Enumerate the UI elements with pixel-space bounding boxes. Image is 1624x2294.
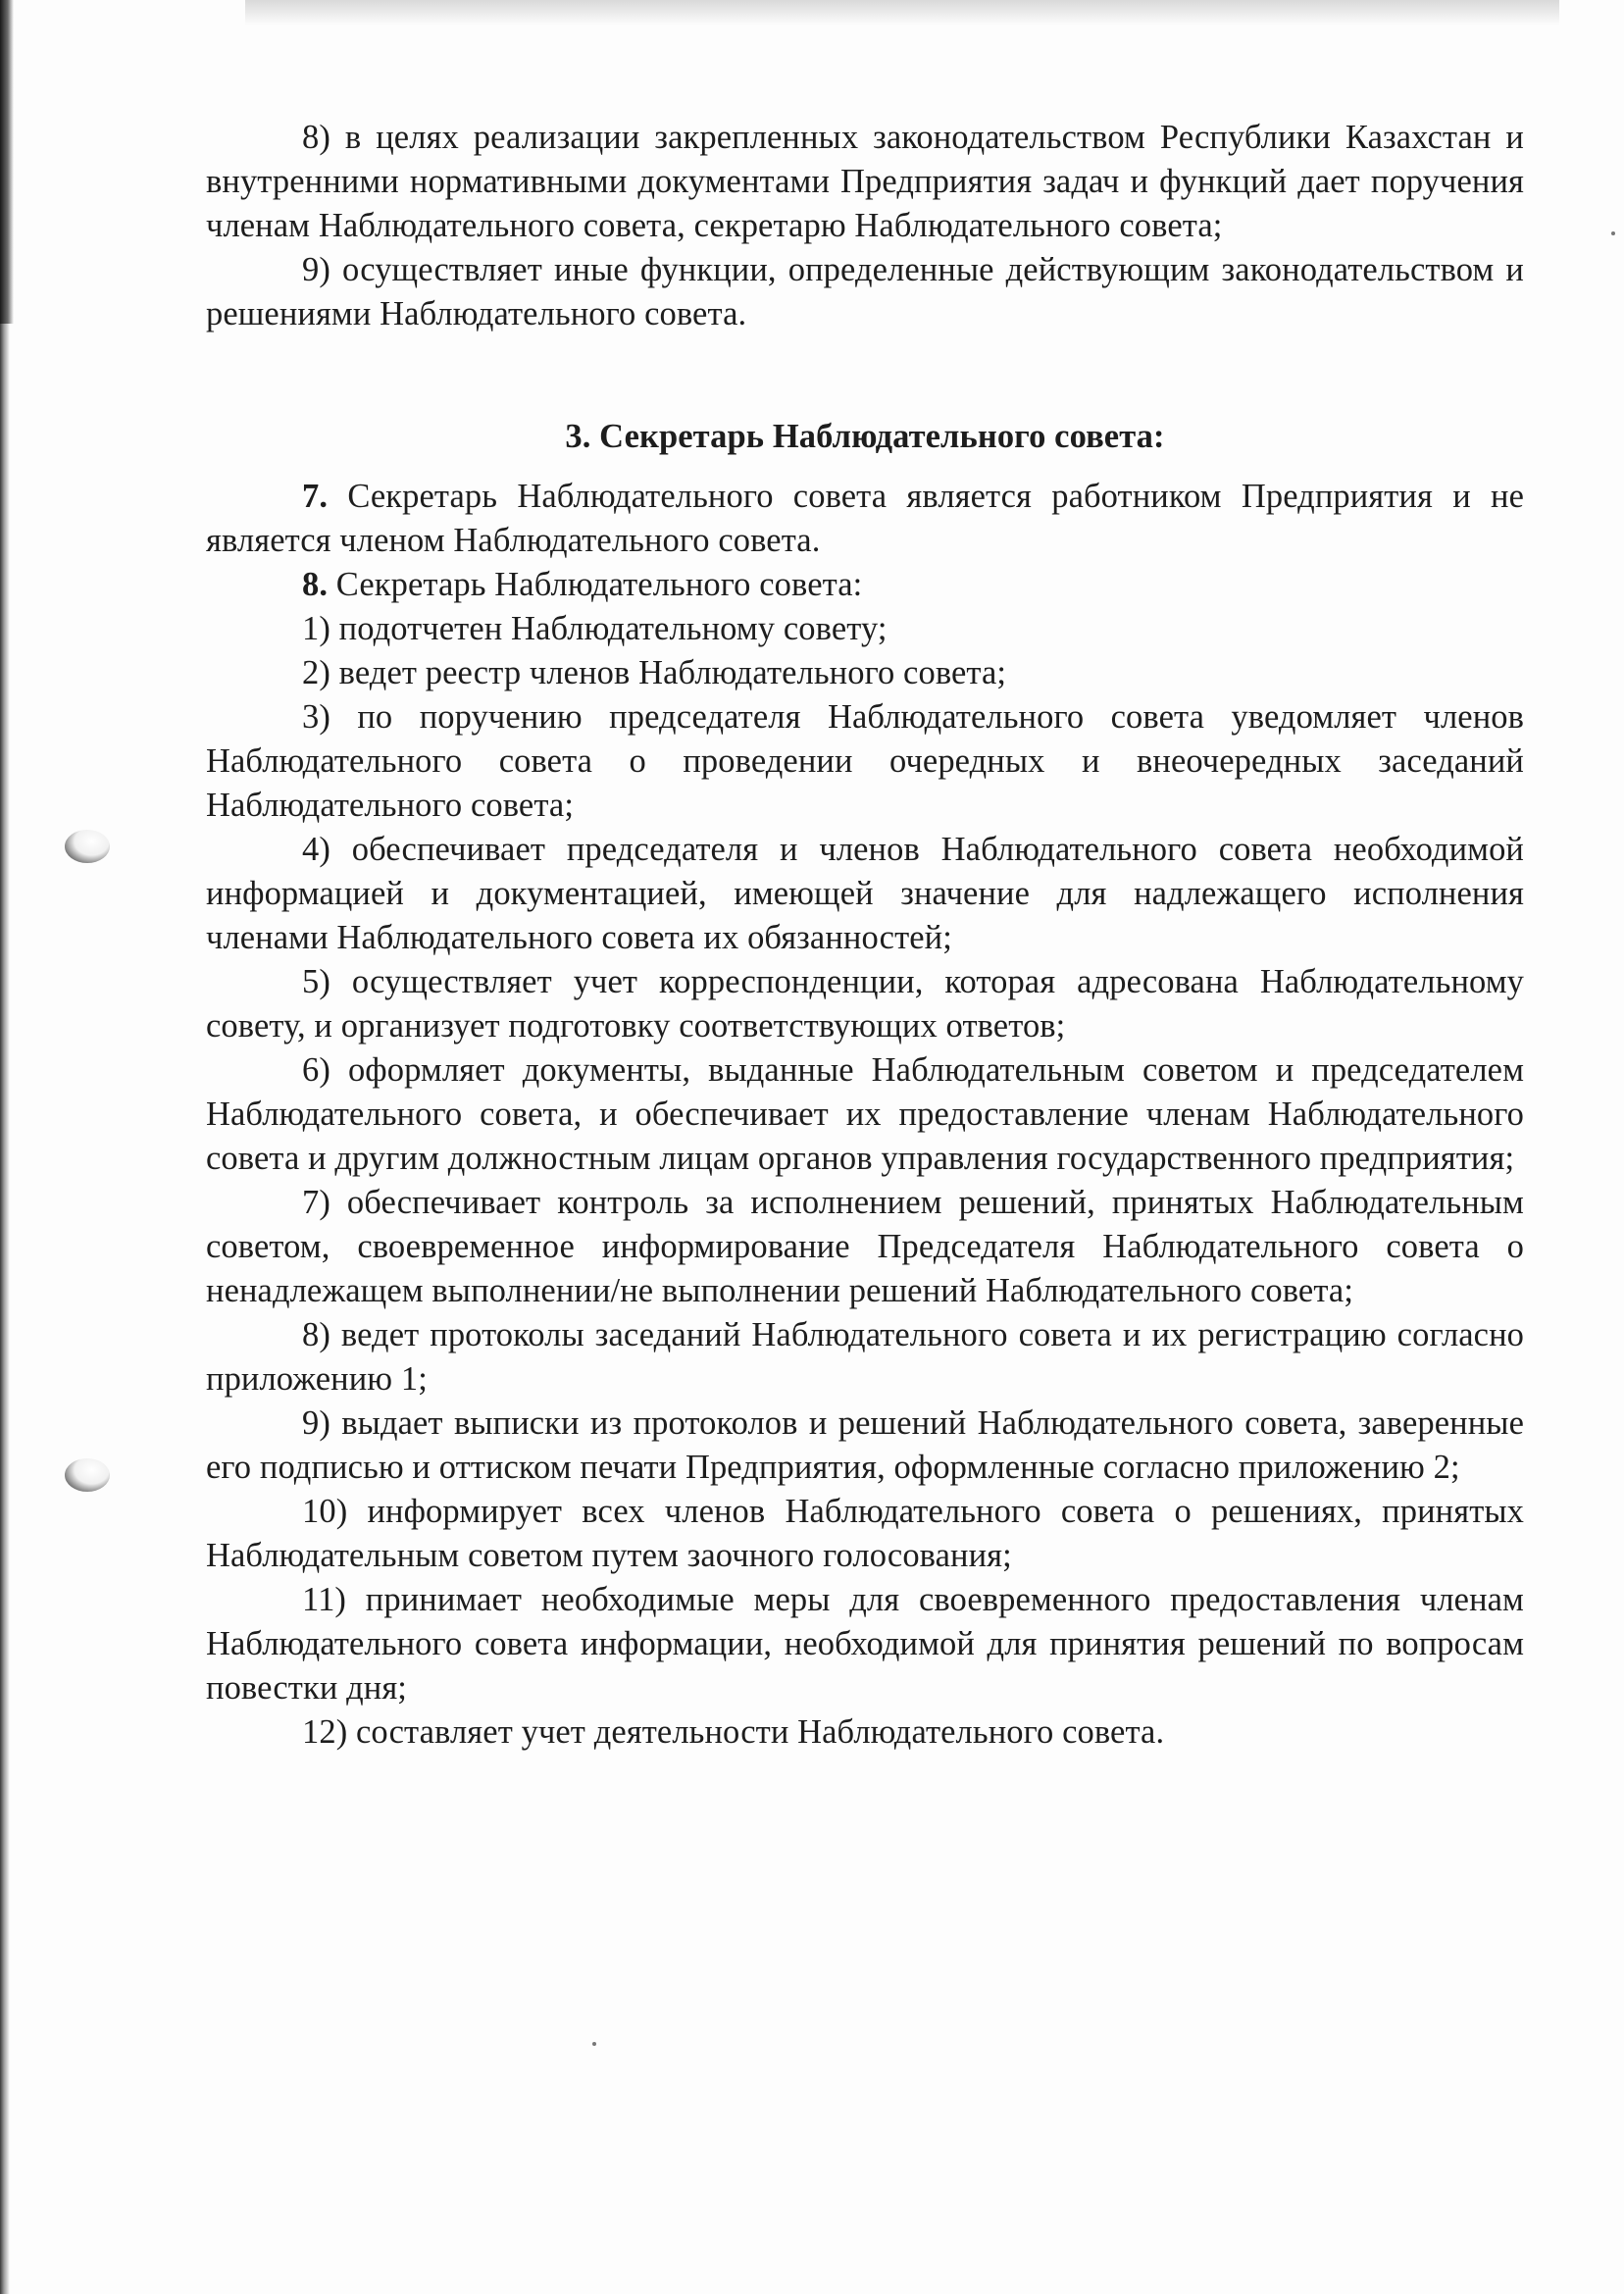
list-item: 6) оформляет документы, выданные Наблюдательным советом и председателем Наблюдательного совета, и обеспечивает их предоставление членам Наблюдательного совета и другим должностным лицам органов управления государственного предприятия; xyxy=(206,1051,1524,1177)
clause-number: 7. xyxy=(302,478,329,515)
list-item: 2) ведет реестр членов Наблюдательного совета; xyxy=(302,654,1007,691)
list-item: 3) по поручению председателя Наблюдательного совета уведомляет членов Наблюдательного совета о проведении очередных и внеочередных заседаний Наблюдательного совета; xyxy=(206,698,1524,824)
punch-hole-icon xyxy=(65,830,110,863)
clause-text: Секретарь Наблюдательного совета является работником Предприятия и не является членом Наблюдательного совета. xyxy=(206,478,1524,559)
list-item: 1) подотчетен Наблюдательному совету; xyxy=(302,610,888,647)
scan-speck xyxy=(1611,231,1615,235)
scan-left-edge xyxy=(0,0,10,2294)
list-item: 11) принимает необходимые меры для своевременного предоставления членам Наблюдательного совета информации, необходимой для принятия решений по вопросам повестки дня; xyxy=(206,1581,1524,1707)
clause-8 xyxy=(206,563,1524,607)
section-heading: 3. Секретарь Наблюдательного совета: xyxy=(565,418,1165,455)
clause-7 xyxy=(206,475,1524,563)
list-item: 9) выдает выписки из протоколов и решений Наблюдательного совета, заверенные его подписью и оттиском печати Предприятия, оформленные согласно приложению 2; xyxy=(206,1404,1524,1486)
list-item: 5) осуществляет учет корреспонденции, которая адресована Наблюдательному совету, и организует подготовку соответствующих ответов; xyxy=(206,963,1524,1045)
scan-speck xyxy=(592,2042,596,2046)
list-item: 4) обеспечивает председателя и членов Наблюдательного совета необходимой информацией и документацией, имеющей значение для надлежащего исполнения членами Наблюдательного совета их обязанностей; xyxy=(206,831,1524,956)
list-item: 7) обеспечивает контроль за исполнением решений, принятых Наблюдательным советом, своевременное информирование Председателя Наблюдательного совета о ненадлежащем выполнении/не выполнении решений Наблюдательного совета; xyxy=(206,1184,1524,1309)
list-item: 10) информирует всех членов Наблюдательного совета о решениях, принятых Наблюдательным советом путем заочного голосования; xyxy=(206,1493,1524,1574)
clause-number: 8. xyxy=(302,566,329,603)
scan-smudge xyxy=(245,0,1559,25)
scan-left-edge-shadow xyxy=(0,0,14,324)
list-item: 8) в целях реализации закрепленных законодательством Республики Казахстан и внутренними нормативными документами Предприятия задач и функций дает поручения членам Наблюдательного совета, секретарю Наблюдательного совета; xyxy=(206,119,1524,244)
list-item: 12) составляет учет деятельности Наблюдательного совета. xyxy=(302,1713,1165,1751)
list-item: 9) осуществляет иные функции, определенные действующим законодательством и решениями Наблюдательного совета. xyxy=(206,251,1524,332)
punch-hole-icon xyxy=(65,1458,110,1492)
list-item: 8) ведет протоколы заседаний Наблюдательного совета и их регистрацию согласно приложению 1; xyxy=(206,1316,1524,1398)
document-body xyxy=(206,116,1524,1755)
clause-text: Секретарь Наблюдательного совета: xyxy=(328,566,863,603)
